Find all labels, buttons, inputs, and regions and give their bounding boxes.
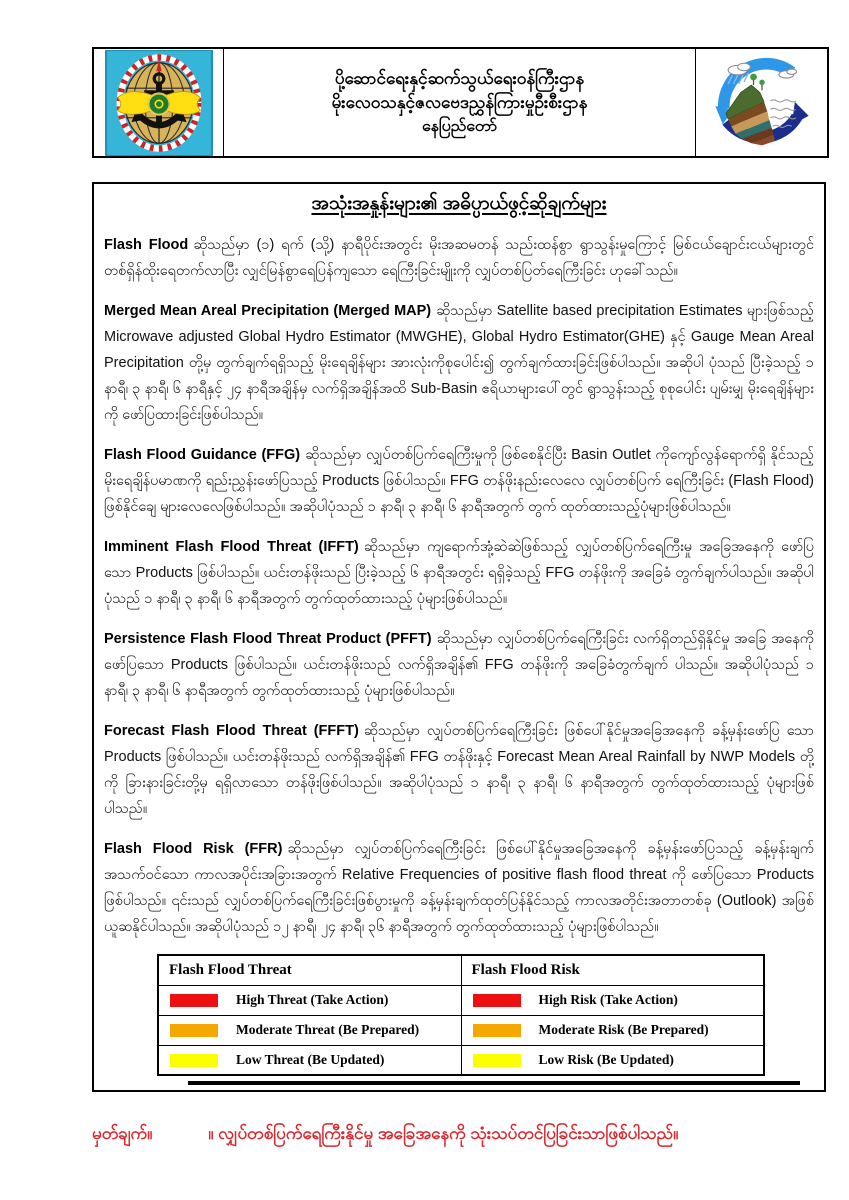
legend-row-high — [158, 985, 764, 1015]
paragraph-ffr — [104, 836, 814, 940]
term-ffg: Flash Flood Guidance (FFG) — [104, 447, 301, 463]
legend-cell-moderate-risk — [461, 1015, 764, 1045]
definition-pfft: ဆိုသည်မှာ လျှပ်တစ်ပြက်ရေကြီးခြင်း လက်ရှိတည်ရှိနိုင်မှု အခြေ အနေကို ဖော်ပြသော Products ဖြစ်ပါသည်။ ယင်းတန်ဖိုးသည် လက်ရှိအချိန်၏ FFG တန်ဖိုးကို အခြေခံတွက်ချက် ပါသည်။ အဆိုပါပုံသည် ၁ နာရီ၊ ၃ နာရီ၊ ၆ နာရီအတွက် တွက်ထုတ်ထားသည့် ပုံများဖြစ်ပါသည်။ — [104, 631, 814, 699]
definition-ffg: ဆိုသည်မှာ လျှပ်တစ်ပြက်ရေကြီးမှုကို ဖြစ်စေနိုင်ပြီး Basin Outlet ကိုကျော်လွန်ရောက်ရှိ နိုင်သည့် မိုးရေချိန်ပမာဏကို ရည်းညွှန်းဖော်ပြသည့် Products ဖြစ်ပါသည်။ FFG တန်ဖိုးနည်းလေလေ လျှပ်တစ်ပြက် ရေကြီးခြင်း (Flash Flood) ဖြစ်နိုင်ချေ များလေလေဖြစ်ပါသည်။ အဆိုပါပုံသည် ၁ နာရီ၊ ၃ နာရီ၊ ၆ နာရီအတွက် တွက် ထုတ်ထားသည့်ပုံများဖြစ်ပါသည်။ — [104, 447, 814, 515]
letterhead-org-names — [224, 49, 695, 156]
definition-merged-map: ဆိုသည်မှာ Satellite based precipitation Estimates များဖြစ်သည့် Microwave adjusted Global Hydro Estimator (MWGHE), Global Hydro Estimator(GHE) နှင့် Gauge Mean Areal Precipitation တို့မှ တွက်ချက်ရရှိသည့် မိုးရေချိန်များ အားလုံးကိုစုပေါင်း၍ တွက်ချက်ထားခြင်းဖြစ်ပါသည်။ အဆိုပါ ပုံသည် ပြီးခဲ့သည့် ၁ နာရီ၊ ၃ နာရီ၊ ၆ နာရီနှင့် ၂၄ နာရီအချိန်မှ လက်ရှိအချိန်အထိ Sub-Basin ဧရိယာများပေါ်တွင် ရွာသွန်းသည့် စုစုပေါင်း ပျမ်းမျှ မိုးရေချိန်များကို ဖော်ပြထားခြင်းဖြစ်ပါသည်။ — [104, 303, 814, 423]
paragraph-ffft — [104, 718, 814, 822]
legend-cell-high-risk — [461, 985, 764, 1015]
letterhead-left-cell — [94, 49, 224, 156]
legend-col-threat-header: Flash Flood Threat — [158, 955, 461, 985]
term-ffr: Flash Flood Risk (FFR) — [104, 841, 283, 857]
org-location: နေပြည်တော် — [421, 117, 498, 135]
paragraph-ifft — [104, 534, 814, 612]
hydrology-cycle-icon — [705, 50, 819, 156]
high-risk-color-swatch — [473, 994, 521, 1007]
high-risk-label: High Risk (Take Action) — [538, 992, 678, 1007]
letterhead — [92, 47, 829, 158]
term-pfft: Persistence Flash Flood Threat Product (PFFT) — [104, 631, 432, 647]
legend-cell-low-risk — [461, 1045, 764, 1075]
legend-cell-high-threat — [158, 985, 461, 1015]
org-name-ministry: ပို့ဆောင်ရေးနှင့်ဆက်သွယ်ရေးဝန်ကြီးဌာန — [334, 68, 585, 88]
legend-cell-moderate-threat — [158, 1015, 461, 1045]
definition-ifft: ဆိုသည်မှာ ကျရောက်အုံ့ဆဲဆဲဖြစ်သည့် လျှပ်တစ်ပြက်ရေကြီးမှု အခြေအနေကို ဖော်ပြသော Products ဖြစ်ပါသည်။ ယင်းတန်ဖိုးသည် ပြီးခဲ့သည့် ၆ နာရီအတွင်း ရရှိခဲ့သည့် FFG တန်ဖိုးကို အခြေခံ တွက်ချက်ပါသည်။ အဆိုပါပုံသည် ၁ နာရီ၊ ၃ နာရီ၊ ၆ နာရီအတွက် တွက်ထုတ်ထားသည့် ပုံများဖြစ်ပါသည်။ — [104, 539, 814, 607]
moderate-threat-label: Moderate Threat (Be Prepared) — [236, 1022, 420, 1037]
moderate-threat-color-swatch — [170, 1024, 218, 1037]
legend-header-row — [158, 955, 764, 985]
ministry-seal-icon — [105, 50, 213, 156]
legend-table — [157, 954, 765, 1076]
high-threat-label: High Threat (Take Action) — [236, 992, 389, 1007]
remark-label: မှတ်ချက်။ — [92, 1124, 153, 1143]
definitions-box — [92, 182, 826, 1092]
paragraph-merged-map — [104, 298, 814, 428]
term-ifft: Imminent Flash Flood Threat (IFFT) — [104, 539, 359, 555]
paragraph-flash-flood — [104, 232, 814, 284]
legend-col-risk-header: Flash Flood Risk — [461, 955, 764, 985]
low-risk-color-swatch — [473, 1054, 521, 1067]
org-name-department: မိုးလေဝသနှင့်ဇလဗေဒညွှန်ကြားမှုဦးစီးဌာန — [331, 92, 588, 112]
moderate-risk-label: Moderate Risk (Be Prepared) — [538, 1022, 709, 1037]
bottom-rule — [188, 1081, 800, 1085]
remark-note — [92, 1122, 827, 1146]
term-flash-flood: Flash Flood — [104, 237, 189, 253]
high-threat-color-swatch — [170, 994, 218, 1007]
page-title: အသုံးအနှုန်းများ၏ အဓိပ္ပာယ်ဖွင့်ဆိုချက်များ — [311, 193, 607, 214]
moderate-risk-color-swatch — [473, 1024, 521, 1037]
legend-row-low — [158, 1045, 764, 1075]
term-merged-map: Merged Mean Areal Precipitation (Merged MAP) — [104, 303, 432, 319]
low-risk-label: Low Risk (Be Updated) — [538, 1051, 674, 1067]
term-ffft: Forecast Flash Flood Threat (FFFT) — [104, 723, 359, 739]
legend-cell-low-threat — [158, 1045, 461, 1075]
paragraph-pfft — [104, 626, 814, 704]
remark-text: ။ လျှပ်တစ်ပြက်ရေကြီးနိုင်မှု အခြေအနေကို သုံးသပ်တင်ပြခြင်းသာဖြစ်ပါသည်။ — [208, 1124, 679, 1143]
legend-row-moderate — [158, 1015, 764, 1045]
threat-risk-legend — [157, 954, 765, 1085]
low-threat-label: Low Threat (Be Updated) — [236, 1051, 385, 1067]
definition-ffft: ဆိုသည်မှာ လျှပ်တစ်ပြက်ရေကြီးခြင်း ဖြစ်ပေါ်နိုင်မှုအခြေအနေကို ခန့်မှန်းဖော်ပြ သော Products ဖြစ်ပါသည်။ ယင်းတန်ဖိုးသည် လက်ရှိအချိန်၏ FFG တန်ဖိုးနှင့် Forecast Mean Areal Rainfall by NWP Models တို့ကို ခြားနားခြင်းတို့မှ ရရှိလာသော တန်ဖိုးဖြစ်ပါသည်။ အဆိုပါပုံသည် ၁ နာရီ၊ ၃ နာရီ၊ ၆ နာရီအတွက် တွက်ထုတ်ထားသည့် ပုံများဖြစ်ပါသည်။ — [104, 723, 814, 817]
definition-ffr: ဆိုသည်မှာ လျှပ်တစ်ပြက်ရေကြီးခြင်း ဖြစ်ပေါ်နိုင်မှုအခြေအနေကို ခန့်မှန်းဖော်ပြသည့် ခန့်မှန်းချက် အသက်ဝင်သော ကာလအပိုင်းအခြားအတွက် Relative Frequencies of positive flash flood threat ကို ဖော်ပြသော Products ဖြစ်ပါသည်။ ၎င်းသည် လျှပ်တစ်ပြက်ရေကြီးခြင်းဖြစ်ပွားမှုကို ခန့်မှန်းချက်ထုတ်ပြန်နိုင်သည့် ကာလအတိုင်းအတာတစ်ခု (Outlook) အဖြစ် ယူဆနိုင်ပါသည်။ အဆိုပါပုံသည် ၁၂ နာရီ၊ ၂၄ နာရီ၊ ၃၆ နာရီအတွက် တွက်ထုတ်ထားသည့် ပုံများဖြစ်ပါသည်။ — [104, 841, 814, 935]
low-threat-color-swatch — [170, 1054, 218, 1067]
letterhead-right-cell — [695, 49, 827, 156]
definition-flash-flood: ဆိုသည်မှာ (၁) ရက် (သို့) နာရီပိုင်းအတွင်း မိုးအဆမတန် သည်းထန်စွာ ရွာသွန်းမှုကြောင့် မြစ်ငယ်ချောင်းငယ်များတွင် တစ်ရှိန်ထိုးရေတက်လာပြီး လျှင်မြန်စွာရေပြန်ကျသော ရေကြီးခြင်းမျိုးကို လျှပ်တစ်ပြတ်ရေကြီးခြင်း ဟုခေါ်သည်။ — [104, 237, 814, 279]
paragraph-ffg — [104, 442, 814, 520]
